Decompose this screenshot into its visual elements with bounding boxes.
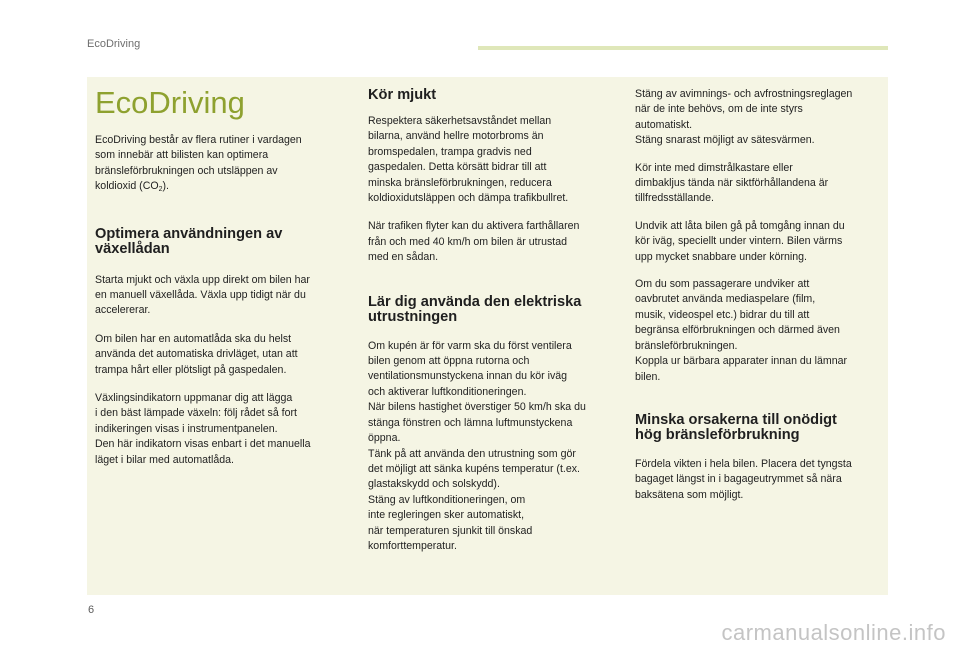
heading-reduce-consumption: Minska orsakerna till onödigt hög bränsleförbrukning bbox=[635, 411, 837, 443]
paragraph-media: Om du som passagerare undviker att oavbrutet använda mediaspelare (film, musik, videospel etc.) bidrar du till att begränsa elförbrukningen och därmed även bränsleförbrukningen. Koppla ur bärbara apparater innan du lämnar bilen. bbox=[635, 278, 848, 383]
column-left bbox=[95, 77, 351, 468]
paragraph-drive-smooth-2: När trafiken flyter kan du aktivera farthållaren från och med 40 km/h om bilen är utrustad med en sådan. bbox=[368, 220, 580, 264]
paragraph-gearbox-1: Starta mjukt och växla upp direkt om bilen har en manuell växellåda. Växla upp tidigt när du accelererar. bbox=[95, 273, 310, 317]
column-right bbox=[635, 77, 885, 503]
intro-text: EcoDriving består av flera rutiner i vardagen som innebär att bilisten kan optimera bränsleförbrukningen och utsläppen av koldioxid (CO bbox=[95, 134, 302, 193]
page-number: 6 bbox=[88, 604, 95, 616]
intro-paragraph bbox=[95, 133, 351, 198]
watermark: carmanualsonline.info bbox=[721, 620, 946, 645]
paragraph-defrost: Stäng av avimnings- och avfrostningsreglagen när de inte behövs, om de inte styrs automatiskt. Stäng snarast möjligt av sätesvärmen. bbox=[635, 88, 853, 147]
paragraph-weight: Fördela vikten i hela bilen. Placera det tyngsta bagaget längst in i bagageutrymmet så nära baksätena som möjligt. bbox=[635, 457, 852, 501]
heading-gearbox: Optimera användningen av växellådan bbox=[95, 225, 283, 257]
paragraph-drive-smooth-1: Respektera säkerhetsavståndet mellan bilarna, använd hellre motorbroms än bromspedalen, trampa gradvis ned gaspedalen. Detta körsätt bidrar till att minska bränsleförbrukningen, reducera koldioxidutsläppen och dämpa trafikbullret. bbox=[368, 115, 569, 205]
heading-drive-smooth: Kör mjukt bbox=[368, 87, 437, 103]
content-panel bbox=[87, 77, 888, 595]
page-title: EcoDriving bbox=[95, 85, 245, 120]
heading-electrical: Lär dig använda den elektriska utrustningen bbox=[368, 293, 582, 325]
paragraph-idling: Undvik att låta bilen gå på tomgång innan du kör iväg, speciellt under vintern. Bilen värms upp mycket snabbare under körning. bbox=[635, 219, 845, 263]
intro-end: ). bbox=[162, 180, 169, 193]
header-accent-bar bbox=[478, 46, 888, 50]
co2-subscript: 2 bbox=[158, 186, 163, 194]
paragraph-gearbox-2: Om bilen har en automatlåda ska du helst använda det automatiska drivläget, utan att trampa hårt eller plötsligt på gaspedalen. bbox=[95, 332, 298, 376]
paragraph-fog-lights: Kör inte med dimstrålkastare eller dimbakljus tända när siktförhållandena är tillfredsställande. bbox=[635, 161, 829, 205]
paragraph-electrical: Om kupén är för varm ska du först ventilera bilen genom att öppna rutorna och ventilationsmunstyckena innan du kör iväg och aktiverar luftkonditioneringen. När bilens hastighet överstiger 50 km/h ska du stänga fönstren och lämna luftmunstyckena öppna. Tänk på att använda den utrustning som gör det möjligt att sänka kupéns temperatur (t.ex. glastakskydd och solskydd). Stäng av luftkonditioneringen, om inte regleringen sker automatiskt, när temperaturen sjunkit till önskad komforttemperatur. bbox=[368, 339, 586, 552]
paragraph-gearbox-3: Växlingsindikatorn uppmanar dig att lägga i den bäst lämpade växeln: följ rådet så fort indikeringen visas i instrumentpanelen. Den här indikatorn visas enbart i det manuella läget i bilar med automatlåda. bbox=[95, 392, 311, 466]
section-label: EcoDriving bbox=[87, 38, 141, 50]
column-middle bbox=[368, 77, 618, 554]
